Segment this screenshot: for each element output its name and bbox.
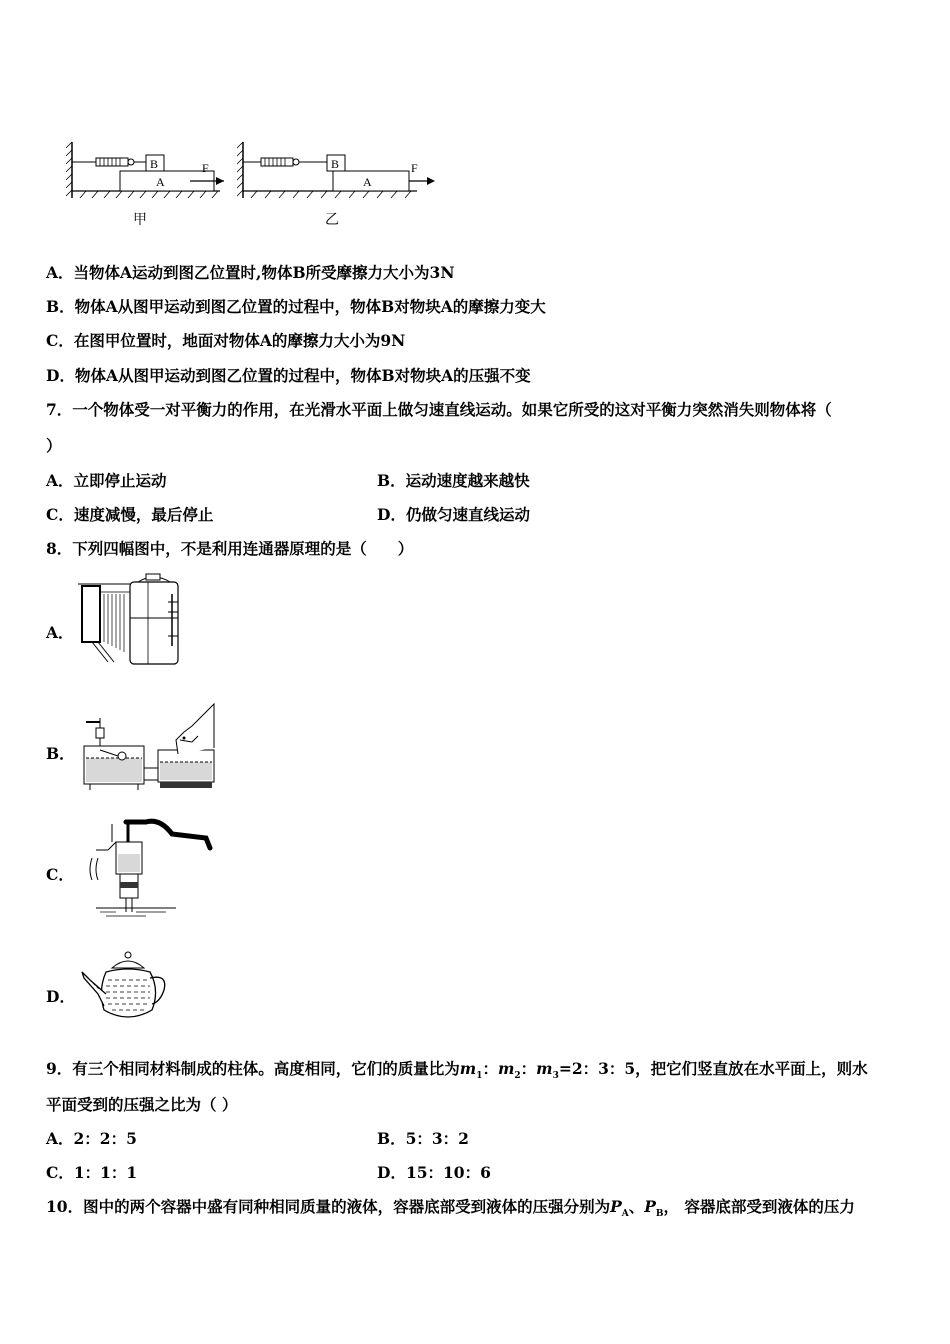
q9-m1-sub: 1 <box>476 1071 483 1082</box>
q9-option-c: C．1：1：1 <box>46 1163 138 1182</box>
q7-option-d: D．仍做匀速直线运动 <box>377 505 530 524</box>
q9-stem <box>46 1057 868 1081</box>
q7-stem: 7．一个物体受一对平衡力的作用，在光滑水平面上做匀速直线运动。如果它所受的这对平衡力突然消失则物体将（ <box>46 400 832 419</box>
q10-pa-sub: A <box>621 1209 629 1220</box>
block-a-label: A <box>156 175 165 189</box>
q10-pa: P <box>610 1197 622 1216</box>
q8-label-d: D． <box>46 987 75 1006</box>
teapot-figure <box>78 950 172 1026</box>
block-b-label: B <box>331 157 340 171</box>
label-yi: 乙 <box>325 212 339 228</box>
q7-option-b: B．运动速度越来越快 <box>377 471 530 490</box>
q7-option-c: C．速度减慢，最后停止 <box>46 505 214 524</box>
q7-option-a: A．立即停止运动 <box>46 471 167 490</box>
q9-stem-cont: 平面受到的压强之比为（ ） <box>46 1095 238 1114</box>
block-a-label: A <box>363 175 372 189</box>
q9-m3: m <box>536 1059 553 1078</box>
q8-stem: 8．下列四幅图中，不是利用连通器原理的是（ ） <box>46 539 414 558</box>
boiler-water-gauge-figure <box>78 572 186 664</box>
q10-stem-text-b: ， 容器底部受到液体的压力 <box>663 1197 855 1216</box>
q9-sep2: ： <box>520 1059 537 1078</box>
q9-option-a: A．2：2：5 <box>46 1129 137 1148</box>
q7-stem-cont: ） <box>46 436 62 455</box>
q8-label-b: B． <box>46 744 75 763</box>
q8-label-a: A． <box>46 623 74 642</box>
pump-figure <box>86 814 216 920</box>
q9-option-b: B．5：3：2 <box>377 1129 469 1148</box>
livestock-water-trough-figure <box>80 700 218 792</box>
block-b-label: B <box>150 157 159 171</box>
q6-option-c: C．在图甲位置时，地面对物体A的摩擦力大小为9N <box>46 331 406 350</box>
q6-option-b: B．物体A从图甲运动到图乙位置的过程中，物体B对物块A的摩擦力变大 <box>46 297 546 316</box>
q9-m1: m <box>459 1059 477 1078</box>
q9-m3-sub: 3 <box>552 1071 559 1082</box>
q9-stem-text: 9．有三个相同材料制成的柱体。高度相同，它们的质量比为 <box>46 1059 460 1078</box>
q10-stem <box>46 1195 855 1219</box>
label-jia: 甲 <box>133 212 147 228</box>
q10-comma: 、 <box>628 1197 645 1216</box>
q10-stem-text: 10．图中的两个容器中盛有同种相同质量的液体，容器底部受到液体的压强分别为 <box>46 1197 611 1216</box>
q8-label-c: C． <box>46 865 74 884</box>
q9-m2-sub: 2 <box>514 1071 521 1082</box>
force-label: F <box>202 161 209 175</box>
force-label: F <box>411 161 418 175</box>
q6-option-d: D．物体A从图甲运动到图乙位置的过程中，物体B对物块A的压强不变 <box>46 366 531 385</box>
q9-stem-text-b: =2：3：5，把它们竖直放在水平面上，则水 <box>558 1059 868 1078</box>
q9-option-d: D．15：10：6 <box>377 1163 491 1182</box>
q6-option-a: A．当物体A运动到图乙位置时,物体B所受摩擦力大小为3N <box>46 263 455 282</box>
q10-pb: P <box>644 1197 656 1216</box>
q9-sep1: ： <box>482 1059 498 1078</box>
q9-m2: m <box>497 1059 515 1078</box>
q10-pb-sub: B <box>655 1209 664 1220</box>
